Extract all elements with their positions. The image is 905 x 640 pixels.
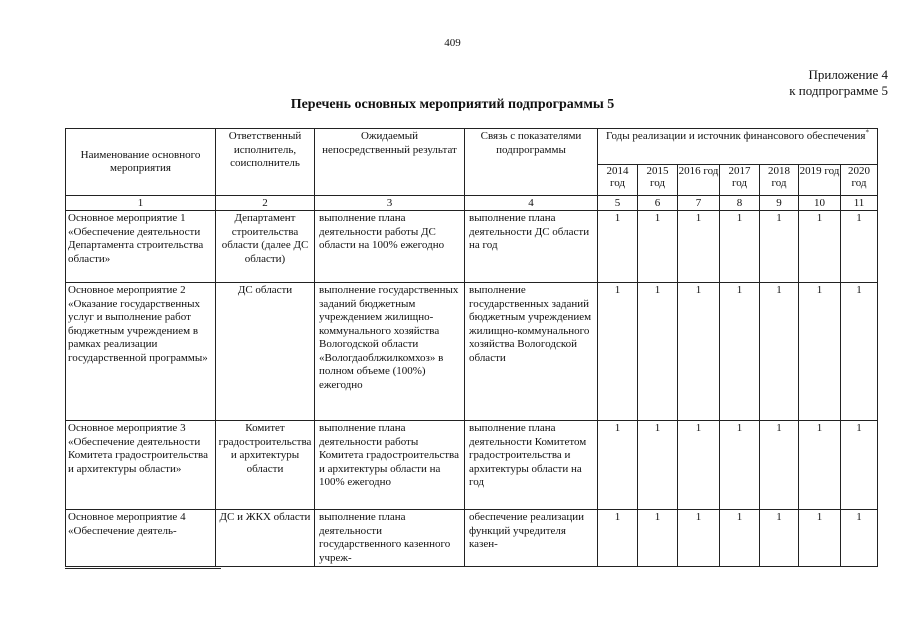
measure-indicator: выполнение плана деятельности Комитетом градостроительства и архитектуры области на год [465, 421, 598, 510]
header-years-group-text: Годы реализации и источник финансового обеспечения [606, 130, 866, 142]
year-value: 1 [760, 421, 799, 510]
year-value: 1 [760, 510, 799, 567]
year-value: 1 [638, 510, 678, 567]
year-value: 1 [598, 421, 638, 510]
page-number: 409 [444, 37, 461, 49]
year-value: 1 [638, 283, 678, 421]
appendix-line-2: к подпрограмме 5 [789, 83, 888, 98]
measures-table [65, 128, 878, 567]
document-title: Перечень основных мероприятий подпрограммы 5 [290, 97, 615, 112]
measure-name: Основное мероприятие 4 «Обеспечение деятель- [66, 510, 216, 567]
measure-indicator: выполнение государственных заданий бюджетным учреждением жилищно-коммунального хозяйства Вологодской области [465, 283, 598, 421]
year-value: 1 [799, 510, 841, 567]
year-value: 1 [638, 421, 678, 510]
year-value: 1 [799, 283, 841, 421]
year-value: 1 [760, 211, 799, 283]
header-year: 2019 год [799, 165, 841, 196]
header-year: 2017 год [720, 165, 760, 196]
measure-executor: ДС области [216, 283, 315, 421]
year-value: 1 [678, 211, 720, 283]
measure-name: Основное мероприятие 1 «Обеспечение деятельности Департамента строительства области» [66, 211, 216, 283]
measure-result: выполнение плана деятельности работы Комитета градостроительства и архитектуры области на 100% ежегодно [315, 421, 465, 510]
column-number: 6 [638, 196, 678, 211]
year-value: 1 [598, 283, 638, 421]
table-row [66, 510, 878, 567]
table-row [66, 283, 878, 421]
measure-result: выполнение плана деятельности государственного казенного учреж- [315, 510, 465, 567]
appendix-line-1: Приложение 4 [808, 67, 888, 82]
year-value: 1 [799, 421, 841, 510]
table-row [66, 211, 878, 283]
year-value: 1 [720, 510, 760, 567]
appendix-note [748, 67, 888, 99]
measure-name: Основное мероприятие 2 «Оказание государственных услуг и выполнение работ бюджетным учреждением в рамках реализации государственной программы» [66, 283, 216, 421]
header-years-group [598, 129, 878, 165]
year-value: 1 [678, 283, 720, 421]
header-col-name: Наименование основного мероприятия [66, 129, 216, 196]
column-number: 5 [598, 196, 638, 211]
column-number: 8 [720, 196, 760, 211]
measure-indicator: выполнение плана деятельности ДС области на год [465, 211, 598, 283]
column-number: 11 [841, 196, 878, 211]
header-col-result: Ожидаемый непосредственный результат [315, 129, 465, 196]
year-value: 1 [598, 211, 638, 283]
year-value: 1 [841, 510, 878, 567]
measure-result: выполнение плана деятельности работы ДС области на 100% ежегодно [315, 211, 465, 283]
year-value: 1 [678, 421, 720, 510]
column-number: 2 [216, 196, 315, 211]
year-value: 1 [720, 421, 760, 510]
year-value: 1 [841, 283, 878, 421]
header-year: 2014 год [598, 165, 638, 196]
header-year: 2020 год [841, 165, 878, 196]
year-value: 1 [841, 421, 878, 510]
year-value: 1 [841, 211, 878, 283]
year-value: 1 [799, 211, 841, 283]
year-value: 1 [720, 283, 760, 421]
column-number: 10 [799, 196, 841, 211]
column-number: 4 [465, 196, 598, 211]
footnote-divider [65, 568, 221, 569]
measure-executor: ДС и ЖКХ области [216, 510, 315, 567]
column-number: 3 [315, 196, 465, 211]
header-col-indicator: Связь с показателями подпрограммы [465, 129, 598, 196]
year-value: 1 [678, 510, 720, 567]
footnote-mark: * [865, 128, 869, 137]
column-number: 7 [678, 196, 720, 211]
table-row [66, 421, 878, 510]
measure-result: выполнение государственных заданий бюджетным учреждением жилищно-коммунального хозяйства Вологодской области «Вологдаоблжилкомхоз» в полном объеме (100%) ежегодно [315, 283, 465, 421]
measure-name: Основное мероприятие 3 «Обеспечение деятельности Комитета градостроительства и архитектуры области» [66, 421, 216, 510]
measure-executor: Комитет градостроительства и архитектуры области [216, 421, 315, 510]
header-year: 2018 год [760, 165, 799, 196]
header-year: 2016 год [678, 165, 720, 196]
year-value: 1 [598, 510, 638, 567]
column-number: 9 [760, 196, 799, 211]
header-col-executor: Ответственный исполнитель, соисполнитель [216, 129, 315, 196]
year-value: 1 [720, 211, 760, 283]
measure-executor: Департамент строительства области (далее ДС области) [216, 211, 315, 283]
header-year: 2015 год [638, 165, 678, 196]
year-value: 1 [638, 211, 678, 283]
column-number: 1 [66, 196, 216, 211]
year-value: 1 [760, 283, 799, 421]
measure-indicator: обеспечение реализации функций учредителя казен- [465, 510, 598, 567]
